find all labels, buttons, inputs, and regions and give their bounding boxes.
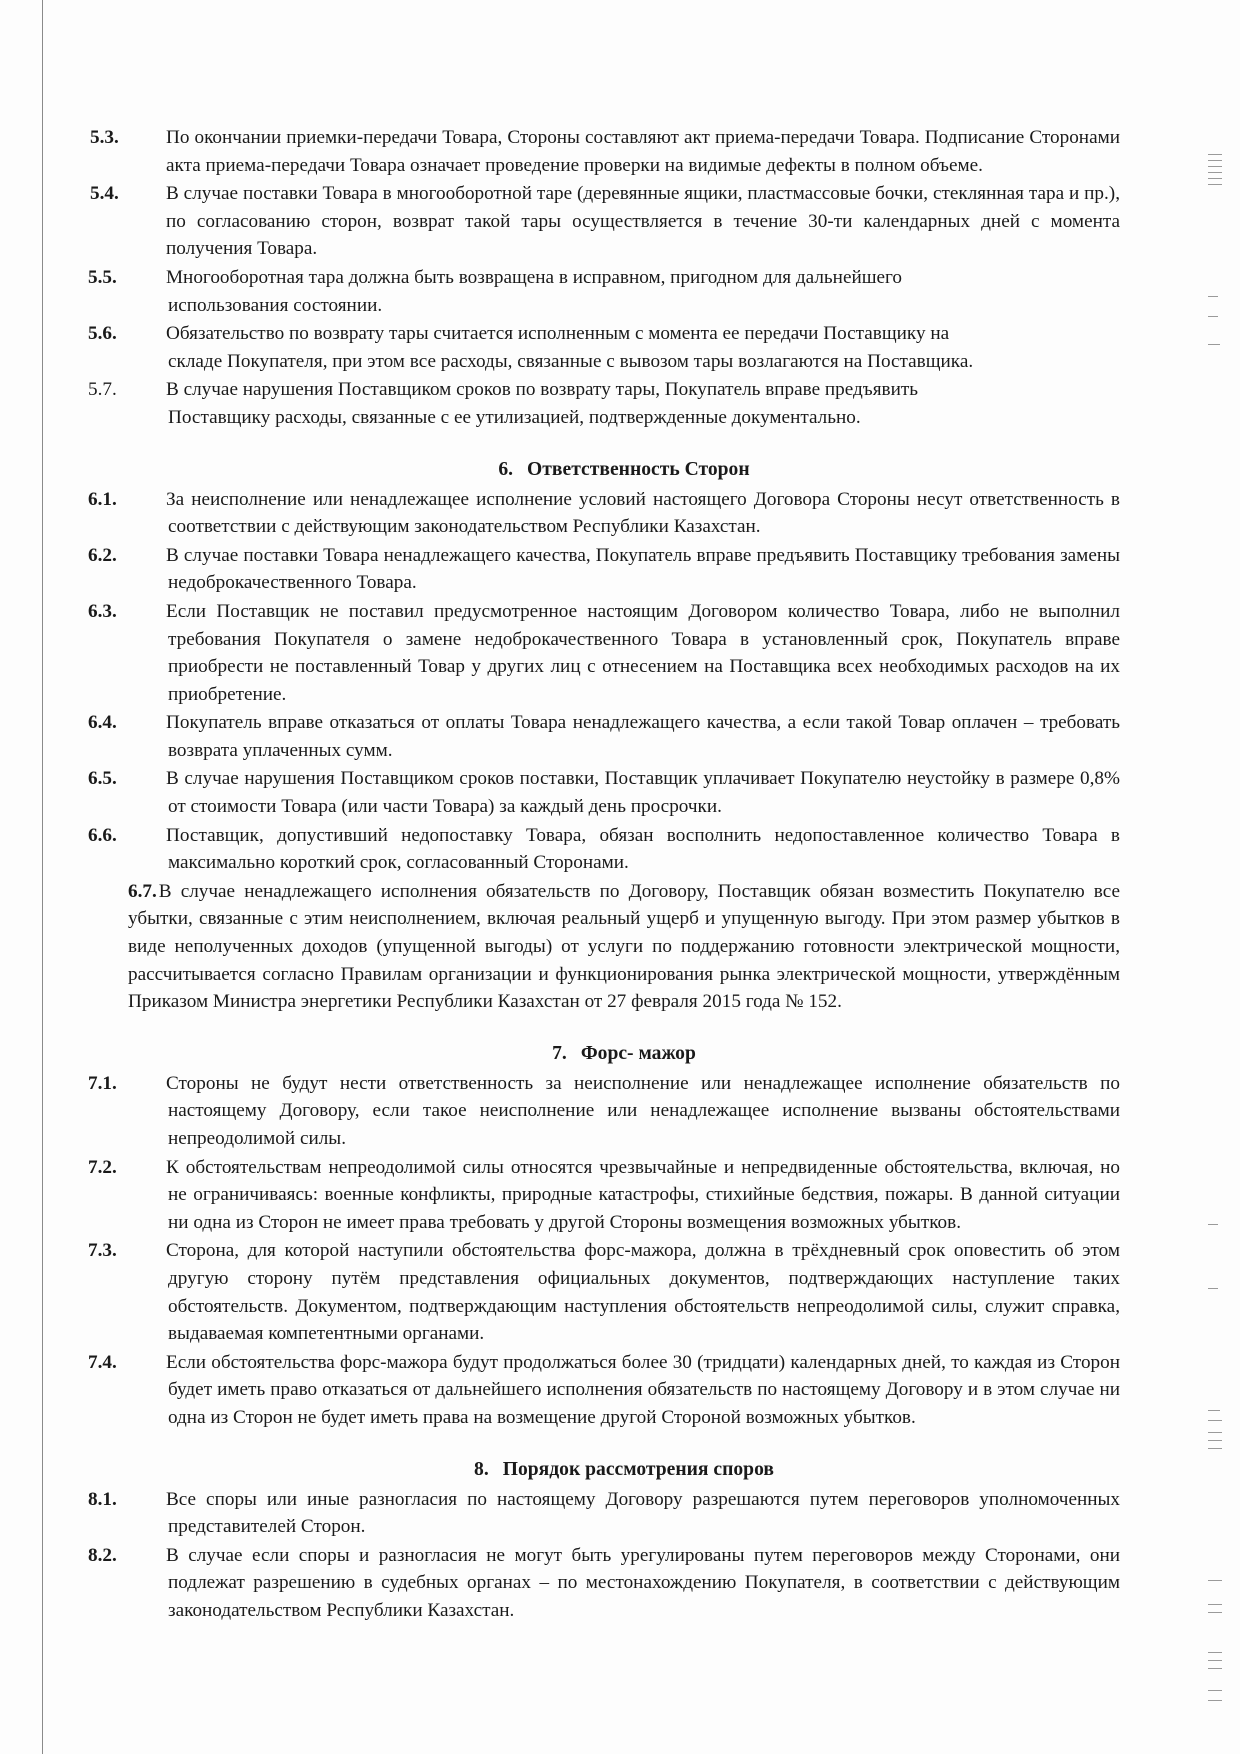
- clause-5-6: [88, 320, 1120, 375]
- clause-5-5: [88, 264, 1120, 319]
- scan-edge-line: [42, 0, 43, 1754]
- section-title: Ответственность Сторон: [527, 458, 750, 480]
- clause-text: За неисполнение или ненадлежащее исполнение условий настоящего Договора Стороны несут ответственность в соответствии с действующим законодательством Республики Казахстан.: [166, 488, 1120, 538]
- clause-number: 7.2.: [88, 1156, 117, 1178]
- clause-text: Обязательство по возврату тары считается исполненным с момента ее передачи Поставщику на складе Покупателя, при этом все расходы, связанные с вывозом тары возлагаются на Поставщика.: [166, 323, 974, 372]
- clause-6-7: [128, 878, 1120, 1016]
- clause-6-3: [88, 598, 1120, 708]
- clause-text: В случае нарушения Поставщиком сроков по возврату тары, Покупатель вправе предъявить Поставщику расходы, связанные с ее утилизацией, подтвержденные документально.: [166, 379, 919, 428]
- clause-number: 5.7.: [88, 379, 117, 401]
- clause-number: 6.1.: [88, 488, 117, 510]
- clause-text: Если Поставщик не поставил предусмотренное настоящим Договором количество Товара, либо не выполнил требования Покупателя о замене недоброкачественного Товара в установленный срок, Покупатель вправе приобрести не поставленный Товар у других лиц с отнесением на Поставщика всех необходимых расходов на их приобретение.: [166, 600, 1120, 705]
- section-number: 7.: [552, 1042, 567, 1064]
- clause-text: По окончании приемки-передачи Товара, Стороны составляют акт приема-передачи Товара. Подписание Сторонами акта приема-передачи Товара означает проведение проверки на видимые дефекты в полном объеме.: [166, 127, 1120, 176]
- section-number: 6.: [498, 458, 514, 480]
- clause-6-1: [88, 486, 1120, 541]
- clause-number: 8.1.: [88, 1488, 117, 1510]
- clause-number: 6.4.: [88, 712, 117, 734]
- clause-text: Если обстоятельства форс-мажора будут продолжаться более 30 (тридцати) календарных дней, то каждая из Сторон будет иметь право отказаться от дальнейшего исполнения обязательств по настоящему Договору и в этом случае ни одна из Сторон не будет иметь права на возмещение другой Стороной возможных убытков.: [166, 1351, 1120, 1428]
- clause-5-7: [88, 376, 1120, 431]
- clause-number: 6.3.: [88, 600, 117, 622]
- clause-text: Многооборотная тара должна быть возвращена в исправном, пригодном для дальнейшего использования состоянии.: [166, 266, 903, 316]
- clause-text: Сторона, для которой наступили обстоятельства форс-мажора, должна в трёхдневный срок оповестить об этом другую сторону путём представления официальных документов, подтверждающих наступление таких обстоятельств. Документом, подтверждающим наступления обстоятельств непреодолимой силы, служит справка, выдаваемая компетентными органами.: [166, 1240, 1120, 1345]
- clause-5-3: [90, 124, 1120, 179]
- clause-number: 8.2.: [88, 1544, 117, 1566]
- clause-text: В случае если споры и разногласия не могут быть урегулированы путем переговоров между Сторонами, они подлежат разрешению в судебных органах – по местонахождению Покупателя, в соответствии с действующим законодательством Республики Казахстан.: [166, 1544, 1120, 1621]
- clause-number: 5.6.: [88, 323, 117, 345]
- clause-text: В случае поставки Товара в многооборотной таре (деревянные ящики, пластмассовые бочки, стеклянная тара и пр.), по согласованию сторон, возврат такой тары осуществляется в течение 30-ти календарных дней с момента получения Товара.: [166, 183, 1120, 260]
- section-title: Форс- мажор: [580, 1042, 696, 1064]
- clause-7-1: [88, 1070, 1120, 1153]
- clause-text: Покупатель вправе отказаться от оплаты Товара ненадлежащего качества, а если такой Товар оплачен – требовать возврата уплаченных сумм.: [166, 712, 1120, 761]
- clause-number: 7.4.: [88, 1351, 117, 1373]
- clause-5-4: [90, 180, 1120, 263]
- clause-6-2: [88, 542, 1120, 597]
- clause-7-3: [88, 1237, 1120, 1347]
- clause-text: В случае ненадлежащего исполнения обязательств по Договору, Поставщик обязан возместить Покупателю все убытки, связанные с этим неисполнением, включая реальный ущерб и упущенную выгоду. При этом размер убытков в виде неполученных доходов (упущенной выгоды) от услуги по поддержанию готовности электрической мощности, рассчитывается согласно Правилам организации и функционирования рынка электрической мощности, утверждённым Приказом Министра энергетики Республики Казахстан от 27 февраля 2015 года № 152.: [128, 880, 1120, 1013]
- clause-7-2: [88, 1154, 1120, 1237]
- scan-margin-marks: [1200, 0, 1240, 1754]
- clause-7-4: [88, 1349, 1120, 1432]
- clause-8-1: [88, 1486, 1120, 1541]
- clause-text: В случае поставки Товара ненадлежащего качества, Покупатель вправе предъявить Поставщику требования замены недоброкачественного Товара.: [166, 544, 1120, 594]
- clause-number: 7.1.: [88, 1072, 117, 1094]
- clause-text: В случае нарушения Поставщиком сроков поставки, Поставщик уплачивает Покупателю неустойку в размере 0,8% от стоимости Товара (или части Товара) за каждый день просрочки.: [166, 768, 1120, 818]
- clause-8-2: [88, 1542, 1120, 1625]
- clause-6-4: [88, 709, 1120, 764]
- section-title: Порядок рассмотрения споров: [502, 1458, 774, 1480]
- clause-number: 6.2.: [88, 544, 117, 566]
- clause-number: 6.5.: [88, 768, 117, 790]
- clause-number: 6.7.: [128, 880, 157, 902]
- section-8-heading: [128, 1456, 1120, 1484]
- clause-number: 5.3.: [90, 127, 119, 148]
- clause-number: 5.5.: [88, 266, 117, 288]
- document-body: [88, 124, 1120, 1626]
- clause-text: Стороны не будут нести ответственность за неисполнение или ненадлежащее исполнение обязательств по настоящему Договору, если такое неисполнение или ненадлежащее исполнение вызваны обстоятельствами непреодолимой силы.: [166, 1072, 1120, 1149]
- clause-6-6: [88, 822, 1120, 877]
- clause-number: 6.6.: [88, 824, 117, 846]
- clause-number: 7.3.: [88, 1240, 117, 1262]
- section-7-heading: [128, 1040, 1120, 1068]
- clause-text: Все споры или иные разногласия по настоящему Договору разрешаются путем переговоров уполномоченных представителей Сторон.: [166, 1488, 1120, 1538]
- clause-text: К обстоятельствам непреодолимой силы относятся чрезвычайные и непредвиденные обстоятельства, включая, но не ограничиваясь: военные конфликты, природные катастрофы, стихийные бедствия, пожары. В данной ситуации ни одна из Сторон не имеет права требовать у другой Стороны возмещения возможных убытков.: [166, 1156, 1120, 1233]
- clause-text: Поставщик, допустивший недопоставку Товара, обязан восполнить недопоставленное количество Товара в максимально короткий срок, согласованный Сторонами.: [166, 824, 1120, 874]
- clause-number: 5.4.: [90, 183, 119, 205]
- section-6-heading: [128, 456, 1120, 484]
- clause-6-5: [88, 765, 1120, 820]
- section-number: 8.: [474, 1458, 489, 1480]
